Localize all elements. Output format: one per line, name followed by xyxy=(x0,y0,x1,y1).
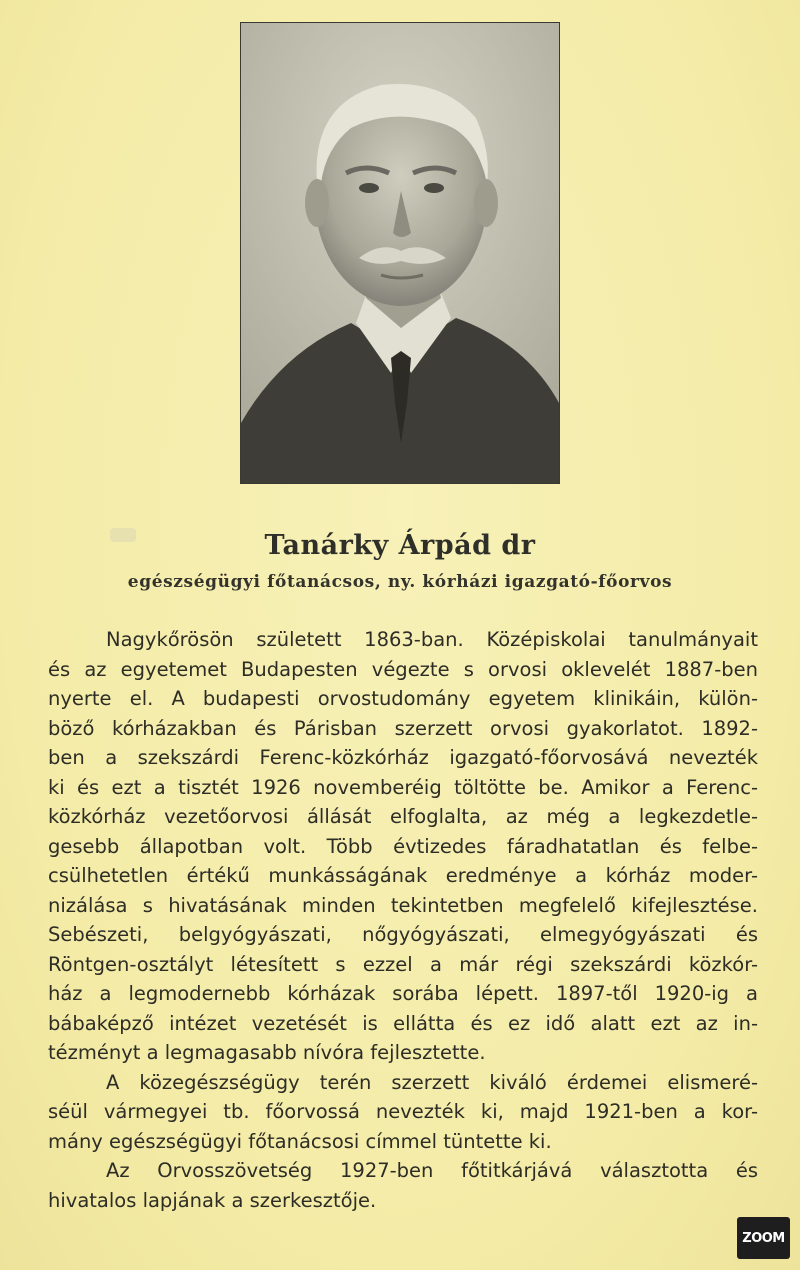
text-line: csülhetetlen értékű munkásságának eredménye a kórház moder- xyxy=(48,864,758,887)
text-line: közkórház vezetőorvosi állását elfoglalta, az még a legkezdetle- xyxy=(48,805,758,828)
text-line: A közegészségügy terén szerzett kiváló érdemei elismeré- xyxy=(106,1070,758,1094)
text-line: tézményt a legmagasabb nívóra fejlesztette. xyxy=(48,1041,486,1064)
text-line: ház a legmodernebb kórházak sorába lépett. 1897-től 1920-ig a xyxy=(48,982,758,1005)
portrait-figure xyxy=(241,23,559,483)
text-line: hivatalos lapjának a szerkesztője. xyxy=(48,1188,377,1212)
zoom-logo-badge[interactable]: ZOOM xyxy=(737,1217,790,1259)
biography-text xyxy=(48,625,758,1215)
portrait-photo xyxy=(240,22,560,484)
text-line: Az Orvosszövetség 1927-ben főtitkárjává választotta és xyxy=(106,1159,758,1182)
text-line: nyerte el. A budapesti orvostudomány egyetem klinikáin, külön- xyxy=(48,687,758,710)
text-line: Nagykőrösön született 1863-ban. Középiskolai tanulmányait xyxy=(106,628,758,651)
text-line: nizálása s hivatásának minden tekintetben megfelelő kifejlesztése. xyxy=(48,893,758,917)
page-subtitle: egészségügyi főtanácsos, ny. kórházi igazgató-főorvos xyxy=(127,572,673,592)
text-line: ki és ezt a tisztét 1926 novemberéig töltötte be. Amikor a Ferenc- xyxy=(48,775,758,799)
text-line: Röntgen-osztályt létesített s ezzel a már régi szekszárdi közkór- xyxy=(48,952,758,976)
text-line: séül vármegyei tb. főorvossá nevezték ki, majd 1921-ben a kor- xyxy=(48,1100,758,1123)
text-line: mány egészségügyi főtanácsosi címmel tüntette ki. xyxy=(48,1129,552,1153)
text-line: böző kórházakban és Párisban szerzett orvosi gyakorlatot. 1892- xyxy=(48,716,758,740)
text-line: Sebészeti, belgyógyászati, nőgyógyászati, elmegyógyászati és xyxy=(48,923,758,946)
text-line: gesebb állapotban volt. Több évtizedes fáradhatatlan és felbe- xyxy=(48,834,758,858)
text-line: és az egyetemet Budapesten végezte s orvosi oklevelét 1887-ben xyxy=(48,657,758,681)
text-line: ben a szekszárdi Ferenc-közkórház igazgató-főorvosává nevezték xyxy=(48,746,758,769)
page-title: Tanárky Árpád dr xyxy=(264,530,536,561)
text-line: bábaképző intézet vezetését is ellátta és ez idő alatt ezt az in- xyxy=(48,1011,758,1035)
